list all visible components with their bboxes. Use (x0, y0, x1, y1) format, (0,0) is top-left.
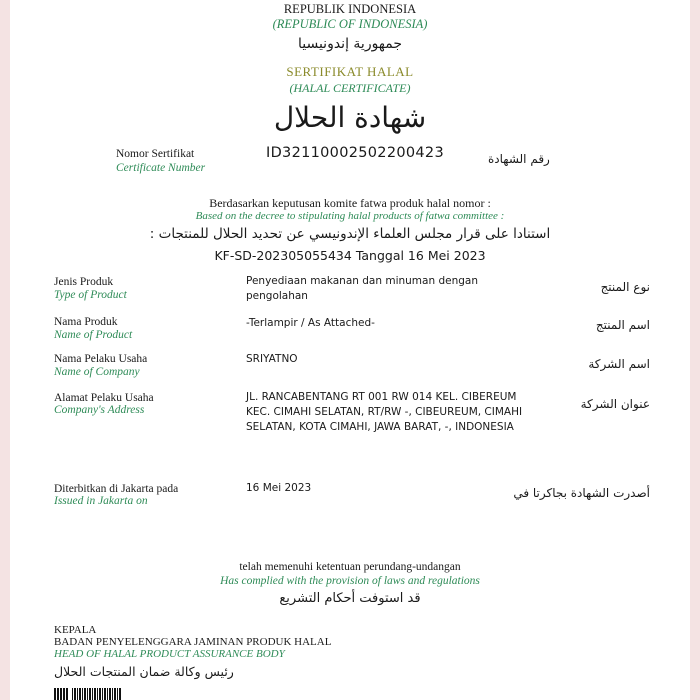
issued-label-en: Issued in Jakarta on (54, 495, 148, 507)
qr-code (54, 688, 68, 700)
cert-number-label-ar: رقم الشهادة (488, 152, 550, 166)
company-name-value: SRIYATNO (246, 353, 298, 365)
product-type-label-ar: نوع المنتج (600, 280, 650, 294)
product-type-label: Jenis Produk (54, 276, 114, 288)
certificate-title-ar: شهادة الحلال (273, 101, 427, 134)
product-type-value: Penyediaan makanan dan minuman dengan pengolahan (246, 275, 478, 302)
product-name-value: -Terlampir / As Attached- (246, 317, 375, 329)
company-address-label-ar: عنوان الشركة (580, 397, 650, 411)
product-name-label-en: Name of Product (54, 329, 133, 341)
issued-label-ar: أصدرت الشهادة بجاكرتا في (513, 486, 650, 500)
product-type-label-en: Type of Product (54, 289, 127, 301)
barcode-strip (72, 688, 122, 700)
decree-reference: KF-SD-202305055434 Tanggal 16 Mei 2023 (214, 248, 486, 263)
company-name-label-ar: اسم الشركة (588, 357, 650, 371)
product-name-label-ar: اسم المنتج (595, 318, 650, 332)
cert-number-label-en: Certificate Number (116, 162, 206, 174)
cert-number-label: Nomor Sertifikat (116, 148, 195, 160)
decree-line-en: Based on the decree to stipulating halal products of fatwa committee : (195, 210, 505, 222)
agency-title-en: HEAD OF HALAL PRODUCT ASSURANCE BODY (54, 648, 285, 660)
issued-label: Diterbitkan di Jakarta pada (54, 483, 179, 495)
compliance-line-ar: قد استوفت أحكام التشريع (279, 591, 421, 606)
agency-title: BADAN PENYELENGGARA JAMINAN PRODUK HALAL (54, 636, 332, 648)
cert-number-value: ID32110002502200423 (266, 145, 444, 161)
certificate-title: SERTIFIKAT HALAL (286, 64, 414, 79)
agency-title-ar: رئيس وكالة ضمان المنتجات الحلال (54, 664, 234, 679)
company-address-label-en: Company's Address (54, 404, 145, 416)
product-name-label: Nama Produk (54, 316, 118, 328)
company-name-label: Nama Pelaku Usaha (54, 353, 148, 365)
compliance-line-en: Has complied with the provision of laws and regulations (220, 575, 480, 587)
head-title: KEPALA (54, 624, 97, 636)
issued-date-value: 16 Mei 2023 (246, 482, 312, 494)
republic-title-en: (REPUBLIC OF INDONESIA) (272, 17, 428, 31)
republic-title-ar: جمهورية إندونيسيا (297, 36, 403, 52)
certificate-title-en: (HALAL CERTIFICATE) (289, 81, 411, 95)
company-address-value: JL. RANCABENTANG RT 001 RW 014 KEL. CIBEREUM KEC. CIMAHI SELATAN, RT/RW -, CIBEUREUM, CIMAHI SELATAN, KOTA CIMAHI, JAWA BARAT, -, INDONESIA (246, 391, 523, 433)
decree-line: Berdasarkan keputusan komite fatwa produk halal nomor : (209, 196, 491, 210)
republic-title: REPUBLIK INDONESIA (283, 2, 417, 16)
company-name-label-en: Name of Company (54, 366, 140, 378)
company-address-label: Alamat Pelaku Usaha (54, 392, 154, 404)
decree-line-ar: استنادا على قرار مجلس العلماء الإندونيسي عن تحديد الحلال للمنتجات : (149, 226, 551, 242)
compliance-line: telah memenuhi ketentuan perundang-undangan (239, 561, 461, 573)
